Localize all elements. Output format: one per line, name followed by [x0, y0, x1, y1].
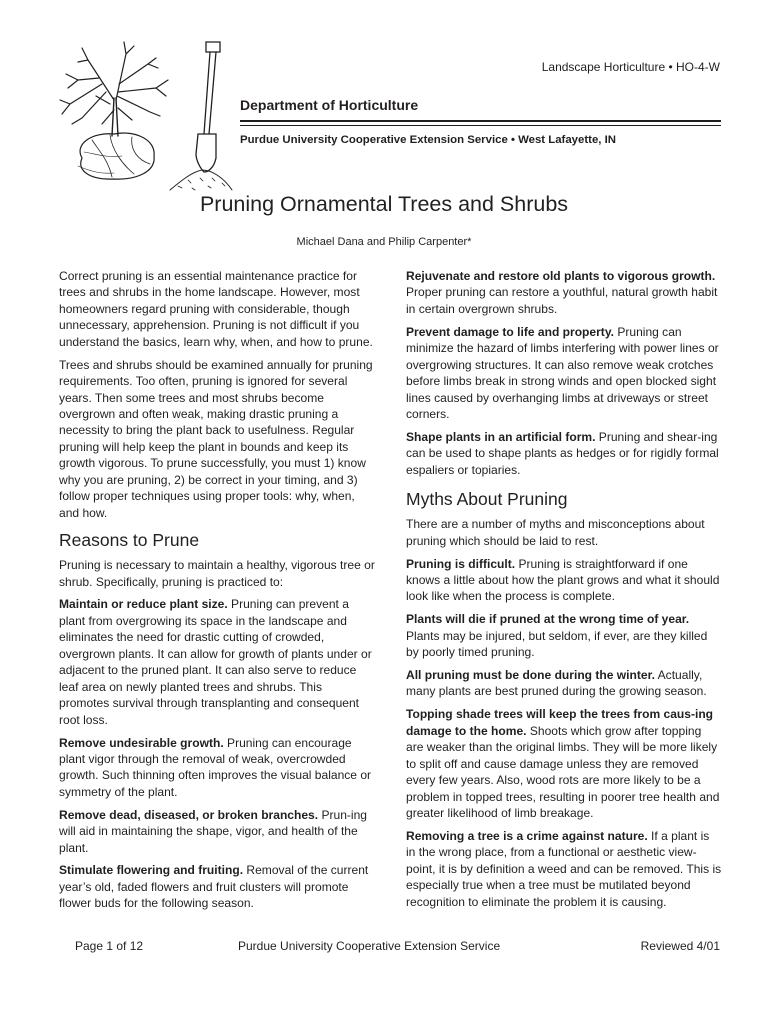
series-code: Landscape Horticulture • HO-4-W	[541, 60, 720, 74]
reason-lead: Rejuvenate and restore old plants to vigorous growth.	[406, 269, 716, 283]
reason-item	[59, 596, 375, 728]
reason-item	[59, 735, 375, 801]
footer-publisher: Purdue University Cooperative Extension Service	[238, 939, 501, 953]
myth-text: Pruning is straightforward if one knows a little about how the plant grows and what it should look like when the process is complete.	[406, 556, 720, 604]
myth-text: Plants may be injured, but seldom, if ever, are they killed by poorly timed pruning.	[406, 628, 708, 660]
right-column	[406, 268, 722, 917]
tree-shovel-illustration	[52, 40, 234, 195]
reason-text: Pruning can prevent a plant from overgrowing its space in the landscape and eliminates the need for drastic cutting of crowded, overgrown plants. It can allow for growth of plants under or adjacent to the pruned plant. It can also serve to reduce leaf area on newly planted trees and shrubs. This promotes survival through transplanting and consequent root loss.	[59, 597, 372, 727]
intro-paragraph-2: Trees and shrubs should be examined annually for pruning requirements. Too often, pruning is ignored for several years. Then some trees and most shrubs become overgrown and often weak, making drastic pruning a necessity to bring the plant back to usefulness. Regular pruning will help keep the plant in bounds and keep its growth vigorous. To prune successfully, you must 1) know why you are pruning, 2) be correct in your timing, and 3) follow proper techniques using proper tools: why, when, and how.	[59, 357, 373, 520]
extension-service-line: Purdue University Cooperative Extension Service • West Lafayette, IN	[240, 134, 616, 146]
reason-text: Pruning can minimize the hazard of limbs interfering with power lines or overgrowing structures. It can also remove weak crotches before limbs break in strong winds and open blocked sight lines caused by overhanging limbs at driveways or street corners.	[406, 324, 719, 422]
reason-item	[406, 324, 722, 423]
page-number: Page 1 of 12	[75, 939, 144, 953]
myth-item	[406, 611, 722, 660]
reasons-intro: Pruning is necessary to maintain a healthy, vigorous tree or shrub. Specifically, pruning is practiced to:	[59, 558, 375, 589]
myth-lead: Topping shade trees will keep the trees from caus-ing damage to the home.	[406, 707, 714, 738]
reason-text: Proper pruning can restore a youthful, natural growth habit in certain overgrown shrubs.	[406, 285, 718, 316]
intro-paragraph-1: Correct pruning is an essential maintenance practice for trees and shrubs in the home landscape. However, most homeowners regard pruning with considerable, though unnecessary, apprehension. Pruning is not difficult if you understand the basics, learn why, when, and how to prune.	[59, 269, 373, 349]
reason-lead: Remove undesirable growth.	[59, 735, 224, 750]
header-rule-thin	[240, 125, 721, 126]
reasons-heading: Reasons to Prune	[59, 530, 200, 551]
left-column	[59, 268, 375, 918]
review-date: Reviewed 4/01	[640, 939, 720, 953]
reason-lead: Maintain or reduce plant size.	[59, 597, 228, 612]
myth-lead: Plants will die if pruned at the wrong time of year.	[406, 612, 690, 627]
page-title: Pruning Ornamental Trees and Shrubs	[199, 192, 569, 216]
myth-lead: Pruning is difficult.	[406, 556, 516, 571]
reason-item	[406, 429, 722, 478]
myth-item	[406, 556, 722, 605]
myths-heading: Myths About Pruning	[406, 489, 568, 510]
myth-text: If a plant is in the wrong place, from a functional or aesthetic view-point, it is by definition a weed and can be removed. This is especially true when a tree must be mutilated beyond recognition to eliminate the problem it is causing.	[406, 828, 722, 909]
reason-lead: Stimulate flowering and fruiting.	[59, 863, 244, 878]
reason-lead: Prevent damage to life and property.	[406, 324, 614, 339]
reason-item	[59, 807, 375, 856]
myth-item	[406, 667, 722, 700]
reason-text: Removal of the current year’s old, faded flowers and fruit clusters will promote flower buds for the following season.	[59, 863, 369, 911]
reason-text: Prun-ing will aid in maintaining the shape, vigor, and health of the plant.	[59, 807, 367, 855]
myth-lead: All pruning must be done during the winter.	[406, 668, 655, 683]
reason-text: Pruning can encourage plant vigor through the removal of weak, overcrowded growth. Such thinning often improves the visual balance or symmetry of the plant.	[59, 735, 372, 799]
reason-text: Pruning and shear-ing can be used to shape plants as hedges or for rigidly formal espaliers or topiaries.	[406, 429, 719, 477]
myths-intro: There are a number of myths and misconceptions about pruning which should be laid to rest.	[406, 517, 705, 548]
reason-lead: Shape plants in an artificial form.	[406, 429, 596, 444]
myth-text: Actually, many plants are best pruned during the growing season.	[406, 668, 707, 699]
reason-item	[406, 268, 722, 317]
myth-item	[406, 706, 722, 821]
header-rule-thick	[240, 120, 721, 122]
authors: Michael Dana and Philip Carpenter*	[296, 236, 472, 248]
myth-item	[406, 828, 722, 910]
myth-text: Shoots which grow after topping are weaker than the original limbs. They will be more likely to split off and cause damage unless they are removed every few years. Also, wood rots are more likely to be a problem in topped trees, resulting in poorer tree health and greater likelihood of limb breakage.	[406, 723, 720, 821]
department-name: Department of Horticulture	[240, 97, 419, 113]
reason-lead: Remove dead, diseased, or broken branches.	[59, 807, 319, 822]
reason-item	[59, 862, 375, 911]
myth-lead: Removing a tree is a crime against nature.	[406, 828, 648, 843]
